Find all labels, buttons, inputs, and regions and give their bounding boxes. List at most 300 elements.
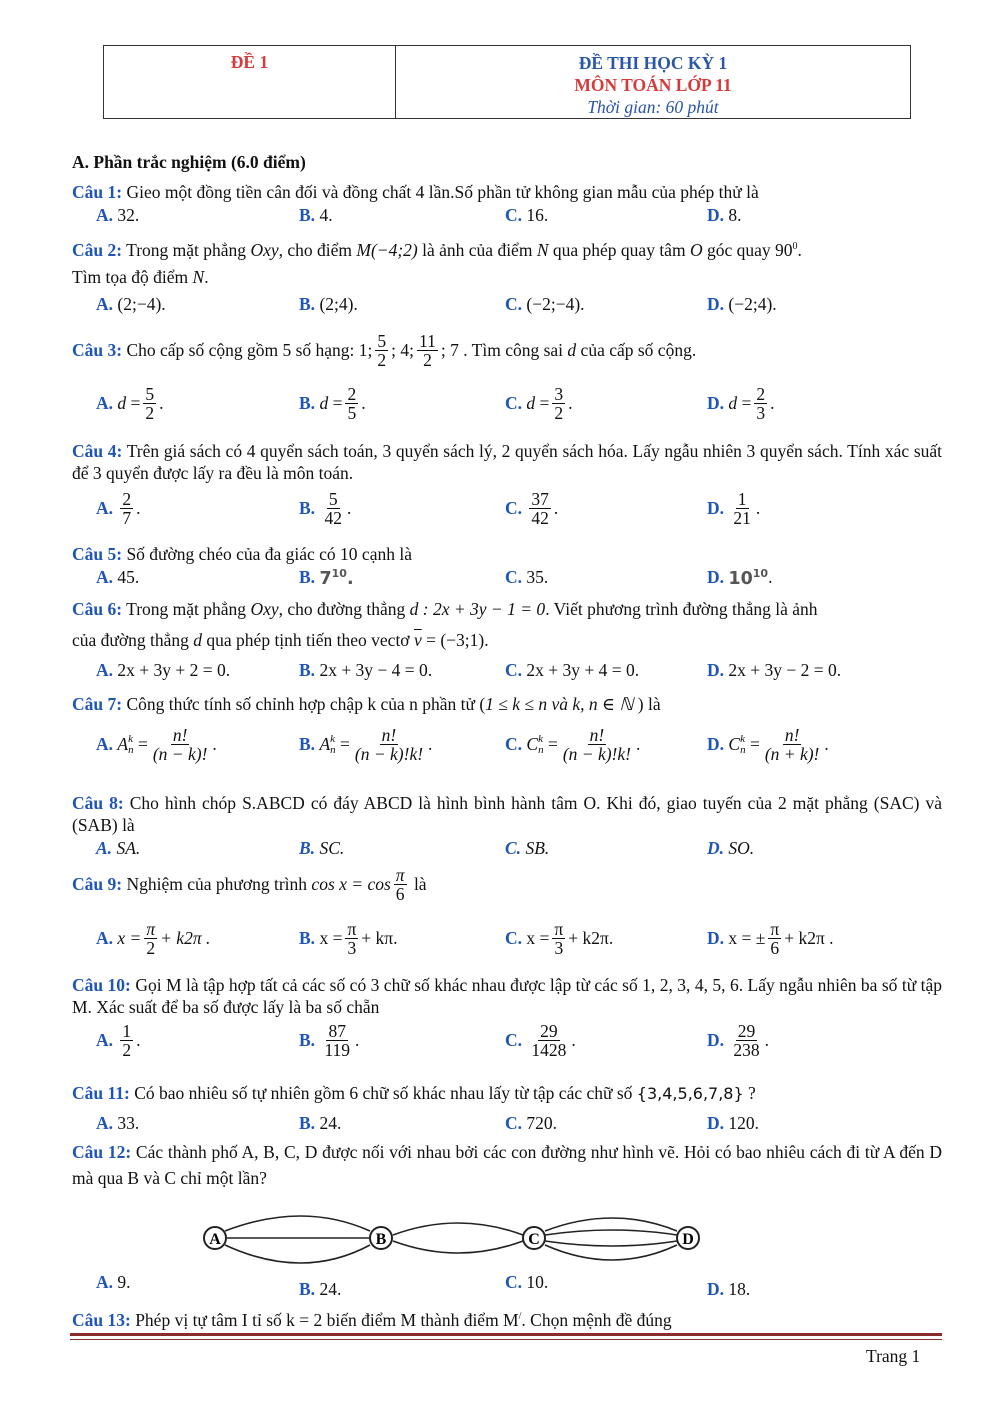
q12-option-a[interactable] <box>96 1272 131 1293</box>
denominator: 7 <box>122 508 132 529</box>
option-label: A. <box>96 498 114 519</box>
option-label: C. <box>505 1030 523 1051</box>
denominator: 6 <box>395 884 405 905</box>
option-label: A. <box>96 205 114 225</box>
road-a-b-3 <box>225 1245 370 1263</box>
q6-text: , cho đường thẳng <box>278 599 406 619</box>
denominator: 2 <box>377 350 387 371</box>
denominator: (n + k)! <box>764 744 820 765</box>
q4-option-a[interactable]: A. $\frac{2}{7}$ . <box>96 489 141 529</box>
option-text: 32. <box>117 205 140 225</box>
numerator: n! <box>589 725 605 745</box>
option-text: 2x + 3y − 4 = 0. <box>319 660 433 680</box>
option-label: C. <box>505 660 523 680</box>
q9-text: Nghiệm của phương trình <box>126 874 308 895</box>
q12-text: Các thành phố A, B, C, D được nối với nhau bởi các con đường như hình vẽ. Hỏi có bao nhiêu cách đi từ A đến D mà qua B và C chỉ một lần? <box>72 1142 942 1188</box>
q10-option-b[interactable]: B. $\frac{87}{119}$ . <box>299 1021 360 1061</box>
option-text: 2x + 3y − 2 = 0. <box>728 660 842 680</box>
q2-option-b[interactable]: B. (2;4) . <box>299 294 358 314</box>
option-label: B. <box>299 205 316 225</box>
q7-label: Câu 7: <box>72 694 123 714</box>
exam-code: ĐỀ 1 <box>230 52 269 72</box>
q10-option-d[interactable]: D. $\frac{29}{238}$ . <box>707 1021 770 1061</box>
q12-label: Câu 12: <box>72 1142 132 1162</box>
option-label: A. <box>96 1030 114 1051</box>
question-2-line2: Tìm tọa độ điểm N. <box>72 267 209 287</box>
numerator: 3 <box>554 384 564 404</box>
option-text: 9. <box>117 1272 131 1292</box>
option-fraction <box>552 920 565 958</box>
denominator: 42 <box>324 508 342 529</box>
q13-text: Phép vị tự tâm I tỉ số k = 2 biến điểm M thành điểm M <box>135 1309 519 1330</box>
numerator: 1 <box>122 1021 132 1041</box>
numerator: 2 <box>122 489 132 509</box>
q7-text: ) là <box>637 694 661 714</box>
option-text: (−2;−4) <box>526 294 581 314</box>
option-text: (2;4) <box>319 294 354 314</box>
question-2: Câu 2: Trong mặt phẳng Oxy, cho điểm M(−4;2) là ảnh của điểm N qua phép quay tâm O góc quay $90^0$. <box>72 239 802 260</box>
option-text: (−2;4) <box>728 294 773 314</box>
q1-option-b[interactable] <box>299 205 333 226</box>
option-label: A. <box>96 567 114 587</box>
option-text: x = <box>526 928 550 949</box>
footer-rule-thin <box>70 1339 942 1340</box>
q2-text: góc quay <box>706 239 771 260</box>
formula-lhs: A <box>117 734 129 755</box>
q5-option-c[interactable] <box>505 567 548 588</box>
denominator: 238 <box>733 1040 760 1061</box>
option-fraction <box>120 490 133 528</box>
road-c-d-4 <box>545 1245 677 1260</box>
q2-point-n: N <box>536 239 549 260</box>
option-fraction <box>143 385 156 423</box>
option-label: D. <box>707 393 725 414</box>
option-label: B. <box>299 1113 316 1133</box>
road-b-c-1 <box>393 1223 523 1235</box>
q6-label: Câu 6: <box>72 599 123 619</box>
option-label: B. <box>299 393 316 414</box>
numerator: n! <box>784 725 800 745</box>
q5-option-a[interactable] <box>96 567 139 588</box>
q10-option-a[interactable]: A. $\frac{1}{2}$ . <box>96 1021 141 1061</box>
q11-option-a[interactable] <box>96 1113 139 1134</box>
option-text: SA. <box>116 838 141 858</box>
option-label: A. <box>96 660 114 680</box>
option-label: D. <box>707 498 725 519</box>
q5-option-b[interactable] <box>299 567 354 589</box>
q3-option-b[interactable]: B. d = $\frac{2}{5}$ . <box>299 384 366 424</box>
option-label: C. <box>505 205 523 225</box>
q3-fraction <box>417 332 438 370</box>
option-text: + kπ. <box>361 928 398 949</box>
option-text: 2x + 3y + 2 = 0. <box>117 660 231 680</box>
option-label: D. <box>707 734 725 755</box>
denominator: (n − k)!k! <box>562 744 631 765</box>
city-c-label: C <box>528 1231 540 1248</box>
denominator: (n − k)!k! <box>354 744 424 765</box>
q1-option-c[interactable] <box>505 205 548 226</box>
option-text: $7^{10}$. <box>319 567 354 589</box>
page-number: Trang 1 <box>866 1346 921 1366</box>
option-text: + k2π . <box>160 928 211 949</box>
city-d-label: D <box>682 1231 694 1248</box>
q2-option-d[interactable]: D. (−2;4) . <box>707 294 777 314</box>
q9-option-a[interactable] <box>96 920 210 958</box>
option-label: B. <box>299 660 316 680</box>
q6-vector: $\overline{v}$ <box>413 630 422 650</box>
q3-text: Cho cấp số cộng gồm 5 số hạng: 1; <box>126 340 373 361</box>
exam-time: Thời gian: 60 phút <box>587 97 719 117</box>
q6-text: của đường thẳng <box>72 630 189 650</box>
q6-oxy: Oxy <box>250 599 279 619</box>
q6-text: . Viết phương trình đường thẳng là ảnh <box>545 599 818 619</box>
q3-text: của cấp số cộng. <box>580 340 697 361</box>
option-fraction <box>529 490 551 528</box>
q2-text: Trong mặt phẳng <box>126 239 247 260</box>
denominator: 21 <box>733 508 751 529</box>
q7-option-a[interactable]: A. A k n = $\frac{n!}{(n - k)!}$ . <box>96 725 217 765</box>
numerator: 5 <box>377 331 387 351</box>
option-label: C. <box>505 498 523 519</box>
denominator: 3 <box>554 938 564 959</box>
q3-fraction <box>375 332 388 370</box>
option-label: C. <box>505 294 523 314</box>
option-label: D. <box>707 294 725 314</box>
q6-option-c[interactable] <box>505 660 639 681</box>
option-label: B. <box>299 1030 316 1051</box>
q12-option-c[interactable] <box>505 1272 548 1293</box>
question-4 <box>72 440 942 484</box>
q2-point-m: M(−4;2) <box>356 239 418 260</box>
exam-title: ĐỀ THI HỌC KỲ 1 <box>578 53 728 73</box>
q11-label: Câu 11: <box>72 1083 130 1103</box>
q9-option-d[interactable] <box>707 920 834 958</box>
q2-option-c[interactable]: C. (−2;−4) . <box>505 294 585 314</box>
option-label: B. <box>299 734 316 755</box>
q7-condition: 1 ≤ k ≤ n và k, n ∈ ℕ <box>485 694 634 714</box>
option-fraction <box>768 920 781 958</box>
option-label: D. <box>707 838 725 858</box>
numerator: 2 <box>756 384 766 404</box>
q2-angle: 90 <box>775 239 793 260</box>
power-exponent: 10 <box>752 567 769 580</box>
denominator: 5 <box>347 403 357 424</box>
option-text: 120. <box>728 1113 760 1133</box>
q2-oxy: Oxy <box>250 239 279 260</box>
numerator: π <box>347 919 357 939</box>
numerator: 5 <box>145 384 155 404</box>
option-label: B. <box>299 498 316 519</box>
option-label: B. <box>299 928 316 949</box>
q11-option-d[interactable] <box>707 1113 759 1134</box>
option-label: A. <box>96 928 114 949</box>
q7-text: Công thức tính số chỉnh hợp chập k của n phần tử ( <box>126 694 486 714</box>
option-label: C. <box>505 928 523 949</box>
option-label: C. <box>505 393 523 414</box>
option-label: C. <box>505 734 523 755</box>
q3-label: Câu 3: <box>72 340 123 361</box>
option-label: A. <box>96 734 114 755</box>
q3-text: ; 4; <box>391 340 415 361</box>
option-text: 45. <box>117 567 140 587</box>
option-fraction <box>120 1022 133 1060</box>
option-text: SB. <box>525 838 550 858</box>
q13-label: Câu 13: <box>72 1309 131 1330</box>
road-c-d-3 <box>545 1241 677 1246</box>
q3-text: ; 7 . Tìm công sai <box>440 340 564 361</box>
option-label: A. <box>96 393 114 414</box>
question-6 <box>72 598 942 620</box>
road-c-d-2 <box>545 1230 677 1235</box>
denominator: 42 <box>531 508 549 529</box>
option-text: 24. <box>319 1279 342 1299</box>
option-label: D. <box>707 1030 725 1051</box>
road-c-d-1 <box>545 1218 677 1231</box>
q3-option-d[interactable]: D. d = $\frac{2}{3}$ . <box>707 384 775 424</box>
option-text: 35. <box>526 567 549 587</box>
option-label: A. <box>96 1272 114 1292</box>
q10-label: Câu 10: <box>72 975 131 995</box>
city-a-label: A <box>209 1231 221 1248</box>
q8-option-a[interactable] <box>96 838 140 859</box>
exam-subject: MÔN TOÁN LỚP 11 <box>574 75 732 95</box>
option-fraction <box>144 920 157 958</box>
question-6-line2: của đường thẳng d qua phép tịnh tiến theo vectơ $\overline{v}$ = (−3;1). <box>72 630 489 650</box>
q2-text: Tìm tọa độ điểm <box>72 267 189 287</box>
option-text: 8. <box>728 205 742 225</box>
q8-text: Cho hình chóp S.ABCD có đáy ABCD là hình bình hành tâm O. Khi đó, giao tuyến của 2 mặt phẳng (SAC) và (SAB) là <box>72 793 942 835</box>
option-label: D. <box>707 660 725 680</box>
q5-label: Câu 5: <box>72 544 123 564</box>
question-3 <box>72 332 696 370</box>
numerator: n! <box>381 725 397 745</box>
option-text: x = ± <box>728 928 766 949</box>
q9-fraction <box>394 866 407 904</box>
q4-option-c[interactable]: C. $\frac{37}{42}$ . <box>505 489 559 529</box>
question-11 <box>72 1082 942 1105</box>
exam-header <box>103 45 911 119</box>
option-text: (2;−4) <box>117 294 162 314</box>
option-fraction <box>552 385 565 423</box>
q1-option-a[interactable] <box>96 205 139 226</box>
denominator: 3 <box>756 403 766 424</box>
q3-var-d: d <box>567 340 577 361</box>
option-fraction <box>731 1022 761 1060</box>
city-road-diagram <box>195 1205 710 1273</box>
numerator: 1 <box>737 489 747 509</box>
q13-prime: / <box>518 1311 522 1322</box>
footer-rule <box>70 1333 942 1336</box>
q4-option-d[interactable]: D. $\frac{1}{21}$ . <box>707 489 761 529</box>
option-fraction <box>763 726 822 764</box>
option-text: + k2π . <box>784 928 834 949</box>
q6-text: Trong mặt phẳng <box>126 599 247 619</box>
q8-option-d[interactable] <box>707 838 754 859</box>
option-text <box>728 567 768 589</box>
option-fraction <box>353 726 425 764</box>
denominator: 3 <box>347 938 357 959</box>
q5-option-d[interactable]: D. $10^{10}$ . <box>707 567 773 589</box>
option-label: D. <box>707 928 725 949</box>
formula-lhs: A <box>319 734 331 755</box>
option-label: C. <box>505 1272 523 1292</box>
option-label: C. <box>505 1113 523 1133</box>
q6-option-d[interactable] <box>707 660 841 681</box>
q7-option-b[interactable]: B. A k n = $\frac{n!}{(n - k)!k!}$ . <box>299 725 433 765</box>
q2-point-o: O <box>689 239 703 260</box>
q11-text: ? <box>748 1083 756 1103</box>
power-base: 7 <box>319 568 332 589</box>
q3-option-c[interactable]: C. d = $\frac{3}{2}$ . <box>505 384 573 424</box>
option-text: 720. <box>526 1113 558 1133</box>
option-text: x = <box>319 928 343 949</box>
option-label: A. <box>96 838 113 858</box>
denominator: 6 <box>770 938 780 959</box>
q2-label: Câu 2: <box>72 239 123 260</box>
q3-option-a[interactable]: A. d = $\frac{5}{2}$ . <box>96 384 164 424</box>
q2-text: , cho điểm <box>278 239 353 260</box>
q9-option-c[interactable] <box>505 920 613 958</box>
exam-title-block <box>396 52 910 118</box>
denominator: 119 <box>324 1040 351 1061</box>
formula-lhs: C <box>526 734 539 755</box>
q11-set: {3,4,5,6,7,8} <box>636 1084 744 1103</box>
denominator: 2 <box>146 938 156 959</box>
q7-option-c[interactable]: C. C k n = $\frac{n!}{(n - k)!k!}$ . <box>505 725 641 765</box>
numerator: 29 <box>737 1021 756 1041</box>
option-label: A. <box>96 294 114 314</box>
city-b-label: B <box>375 1231 387 1248</box>
option-text: 18. <box>728 1279 751 1299</box>
option-fraction <box>529 1022 568 1060</box>
numerator: 11 <box>419 331 436 351</box>
numerator: π <box>770 919 780 939</box>
q8-option-c[interactable] <box>505 838 549 859</box>
option-text: 2x + 3y + 4 = 0. <box>526 660 640 680</box>
option-text: + k2π. <box>568 928 614 949</box>
q10-option-c[interactable]: C. $\frac{29}{1428}$ . <box>505 1021 576 1061</box>
q5-text: Số đường chéo của đa giác có 10 cạnh là <box>126 544 412 564</box>
q4-option-b[interactable]: B. $\frac{5}{42}$ . <box>299 489 352 529</box>
option-text: 4. <box>319 205 333 225</box>
q1-text: Gieo một đồng tiền cân đối và đồng chất 4 lần.Số phần tử không gian mẫu của phép thử là <box>126 182 759 202</box>
question-7 <box>72 693 942 715</box>
q9-option-b[interactable] <box>299 920 398 958</box>
q8-option-b[interactable] <box>299 838 344 859</box>
numerator: 5 <box>328 489 338 509</box>
numerator: n! <box>172 725 188 745</box>
denominator: 2 <box>145 403 155 424</box>
option-text: 16. <box>526 205 549 225</box>
question-13 <box>72 1306 942 1331</box>
question-12 <box>72 1139 942 1191</box>
numerator: 87 <box>328 1021 346 1041</box>
option-fraction <box>322 490 344 528</box>
option-fraction <box>151 726 210 764</box>
numerator: π <box>395 865 405 885</box>
option-label: A. <box>96 1113 114 1133</box>
q13-text: . Chọn mệnh đề đúng <box>521 1309 672 1330</box>
q6-option-a[interactable] <box>96 660 230 681</box>
section-a-title: A. Phần trắc nghiệm (6.0 điểm) <box>72 152 306 172</box>
power-base: 10 <box>728 568 753 589</box>
q11-text: Có bao nhiêu số tự nhiên gồm 6 chữ số khác nhau lấy từ tập các chữ số <box>134 1083 633 1103</box>
question-5 <box>72 543 942 565</box>
denominator: 2 <box>423 350 432 371</box>
q12-option-d[interactable] <box>707 1279 750 1300</box>
q12-option-b[interactable] <box>299 1279 341 1300</box>
question-10 <box>72 974 942 1018</box>
option-label: D. <box>707 205 725 225</box>
numerator: π <box>554 919 564 939</box>
option-text: x = <box>117 928 142 949</box>
numerator: π <box>146 919 156 939</box>
denominator: 2 <box>122 1040 132 1061</box>
q6-text: qua phép tịnh tiến theo vectơ <box>206 630 410 650</box>
option-label: C. <box>505 838 522 858</box>
question-8 <box>72 792 942 836</box>
q4-label: Câu 4: <box>72 441 123 461</box>
q9-equation: cos x = cos <box>311 874 391 895</box>
option-label: D. <box>707 1279 725 1299</box>
option-fraction <box>754 385 767 423</box>
q4-text: Trên giá sách có 4 quyển sách toán, 3 quyển sách lý, 2 quyển sách hóa. Lấy ngẫu nhiên 3 quyển sách. Tính xác suất để 3 quyển được lấy ra đều là môn toán. <box>72 441 943 483</box>
denominator: (n − k)! <box>152 744 208 765</box>
numerator: 37 <box>531 489 549 509</box>
option-label: D. <box>707 1113 725 1133</box>
option-fraction <box>345 385 358 423</box>
question-1 <box>72 181 942 203</box>
road-b-c-2 <box>393 1241 523 1253</box>
option-fraction <box>731 490 753 528</box>
option-label: B. <box>299 1279 316 1299</box>
q7-option-d[interactable]: D. C k n = $\frac{n!}{(n + k)!}$ . <box>707 725 829 765</box>
q9-label: Câu 9: <box>72 874 123 895</box>
option-fraction <box>345 920 358 958</box>
option-fraction <box>322 1022 352 1060</box>
q2-option-a[interactable]: A. (2;−4) . <box>96 294 166 314</box>
option-label: B. <box>299 838 316 858</box>
numerator: 2 <box>347 384 357 404</box>
q6-vector-value: = (−3;1) <box>426 630 485 650</box>
option-label: B. <box>299 567 316 588</box>
q9-text: là <box>413 874 427 895</box>
q1-option-d[interactable] <box>707 205 742 226</box>
q10-text: Gọi M là tập hợp tất cả các số có 3 chữ số khác nhau được lập từ các số 1, 2, 3, 4, 5, 6. Lấy ngẫu nhiên ba số từ tập M. Xác suất để ba số được lấy là ba số chẵn <box>72 975 942 1017</box>
q2-text: là ảnh của điểm <box>422 239 533 260</box>
option-text: 24. <box>319 1113 342 1133</box>
option-text: 33. <box>117 1113 140 1133</box>
q1-label: Câu 1: <box>72 182 123 202</box>
option-fraction <box>561 726 633 764</box>
q6-option-b[interactable] <box>299 660 432 681</box>
numerator: 29 <box>540 1021 558 1041</box>
q6-line-eq: d : 2x + 3y − 1 = 0 <box>409 599 546 619</box>
q11-option-b[interactable] <box>299 1113 341 1134</box>
option-label: D. <box>707 567 725 588</box>
denominator: 2 <box>554 403 564 424</box>
q2-text: qua phép quay tâm <box>552 239 686 260</box>
denominator: 1428 <box>531 1040 567 1061</box>
option-text: SO. <box>728 838 755 858</box>
option-label: B. <box>299 294 316 314</box>
road-a-b-1 <box>225 1216 370 1231</box>
q11-option-c[interactable] <box>505 1113 557 1134</box>
q8-label: Câu 8: <box>72 793 124 813</box>
option-text: 10. <box>526 1272 549 1292</box>
option-label: C. <box>505 567 523 587</box>
q2-degree: 0 <box>792 241 798 252</box>
